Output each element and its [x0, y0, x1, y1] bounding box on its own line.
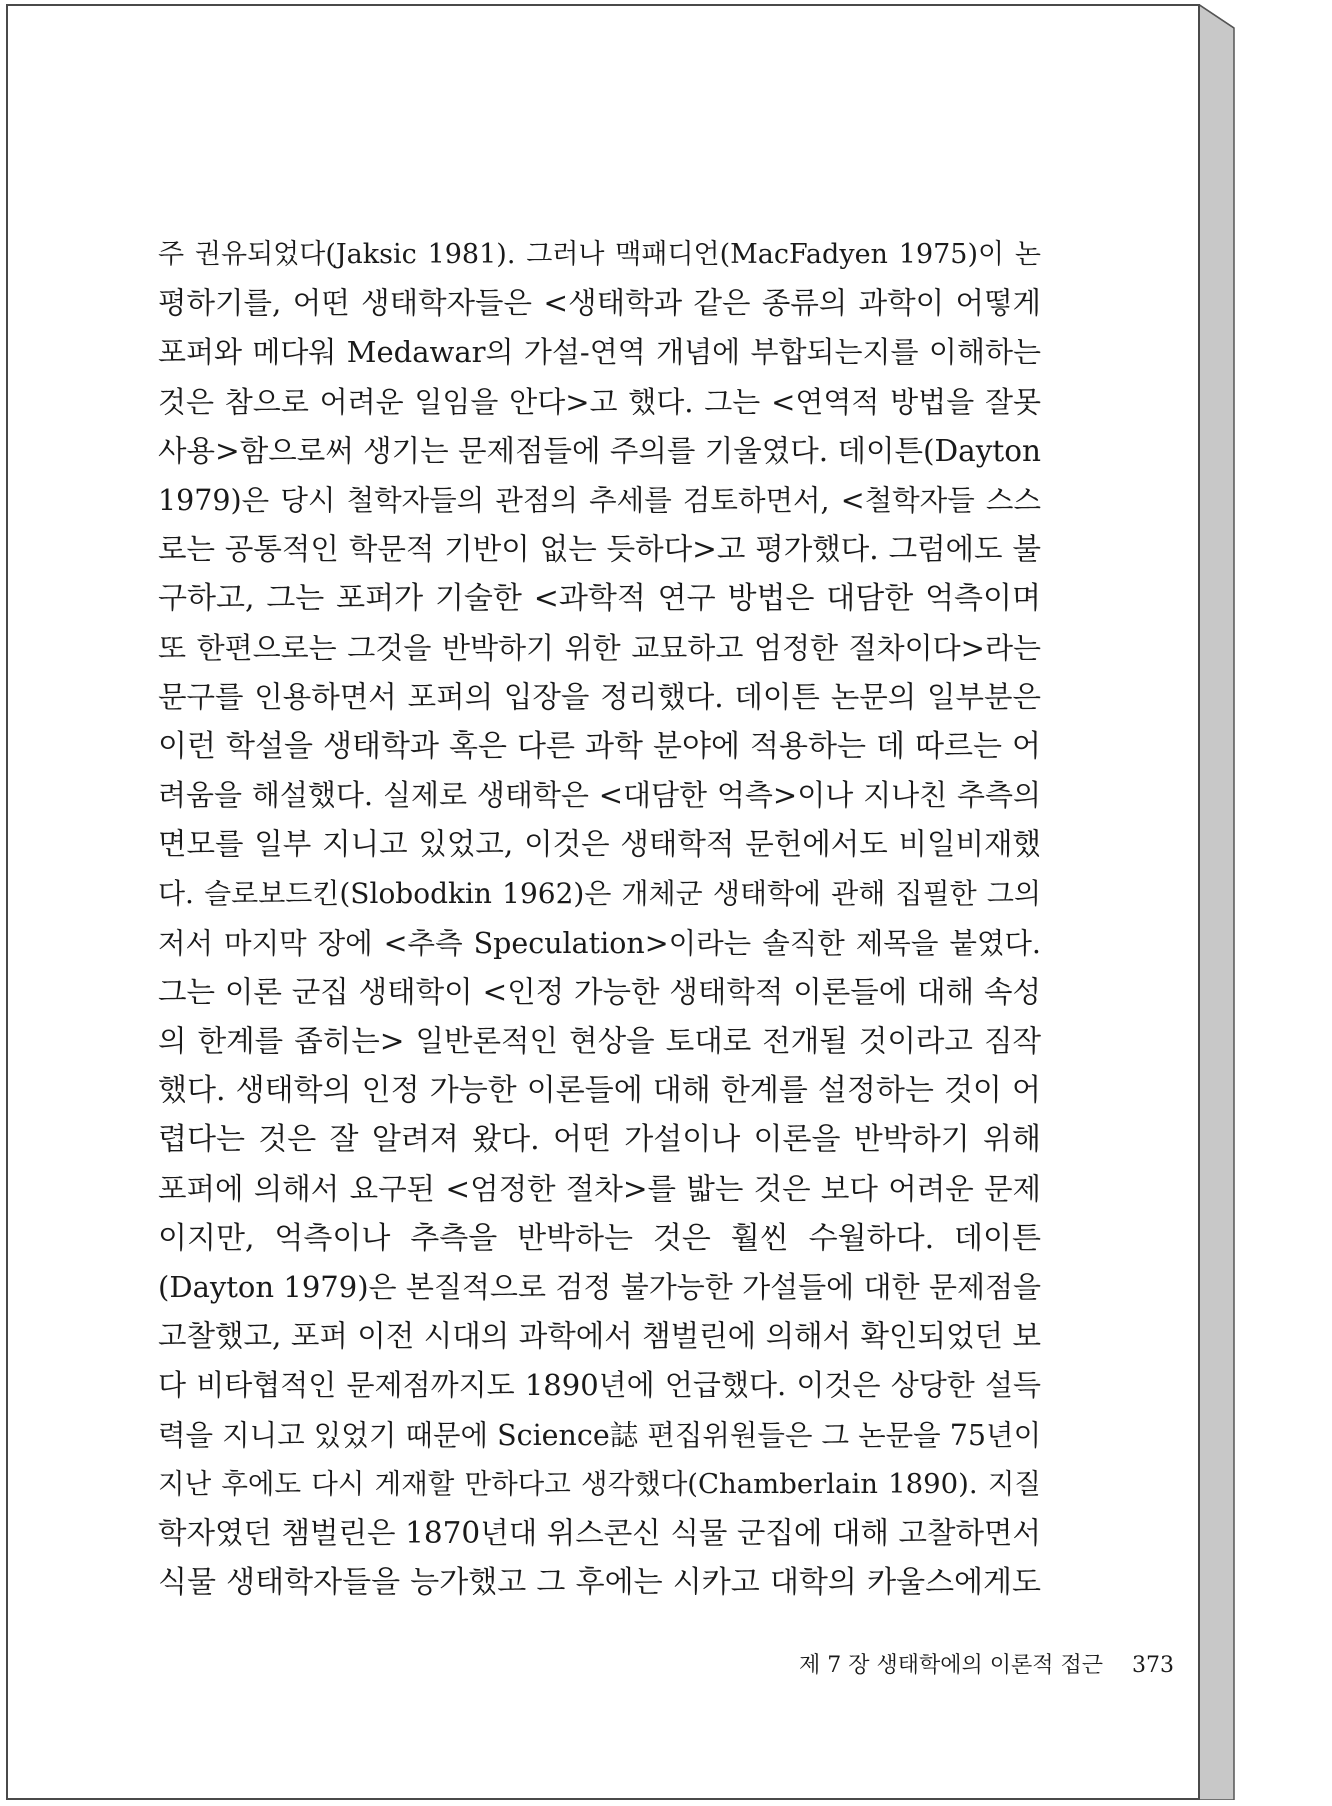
- text-line: (Dayton 1979)은 본질적으로 검정 불가능한 가설들에 대한 문제점을: [158, 1269, 1041, 1304]
- text-line: 지난 후에도 다시 게재할 만하다고 생각했다(Chamberlain 1890). 지질: [158, 1467, 1041, 1500]
- text-line: 이런 학설을 생태학과 혹은 다른 과학 분야에 적용하는 데 따르는 어: [158, 728, 1041, 764]
- text-line: 학자였던 챔벌린은 1870년대 위스콘신 식물 군집에 대해 고찰하면서: [158, 1515, 1041, 1550]
- text-line: 사용>함으로써 생기는 문제점들에 주의를 기울였다. 데이튼(Dayton: [158, 433, 1041, 468]
- text-line: 그는 이론 군집 생태학이 <인정 가능한 생태학적 이론들에 대해 속성: [158, 974, 1041, 1009]
- text-line: 포퍼와 메다워 Medawar의 가설-연역 개념에 부합되는지를 이해하는: [158, 335, 1041, 370]
- text-line: 다. 슬로보드킨(Slobodkin 1962)은 개체군 생태학에 관해 집필한 그의: [158, 877, 1041, 911]
- text-line: 문구를 인용하면서 포퍼의 입장을 정리했다. 데이튼 논문의 일부분은: [158, 679, 1041, 714]
- text-line: 했다. 생태학의 인정 가능한 이론들에 대해 한계를 설정하는 것이 어: [158, 1073, 1041, 1109]
- page-number: 373: [1132, 1653, 1174, 1678]
- text-line: 1979)은 당시 철학자들의 관점의 추세를 검토하면서, <철학자들 스스: [158, 483, 1041, 517]
- text-line: 의 한계를 좁히는> 일반론적인 현상을 토대로 전개될 것이라고 짐작: [158, 1024, 1041, 1058]
- text-line: 력을 지니고 있었기 때문에 Science誌 편집위원들은 그 논문을 75년이: [158, 1418, 1042, 1452]
- text-line: 포퍼에 의해서 요구된 <엄정한 절차>를 밟는 것은 보다 어려운 문제: [158, 1171, 1041, 1206]
- text-line: 로는 공통적인 학문적 기반이 없는 듯하다>고 평가했다. 그럼에도 불: [158, 532, 1041, 567]
- text-line: 렵다는 것은 잘 알려져 왔다. 어떤 가설이나 이론을 반박하기 위해: [158, 1122, 1041, 1158]
- running-chapter-title: 제 7 장 생태학에의 이론적 접근: [799, 1653, 1103, 1678]
- text-line: 것은 참으로 어려운 일임을 안다>고 했다. 그는 <연역적 방법을 잘못: [158, 384, 1041, 419]
- page-stack-edge: [1198, 4, 1248, 1800]
- text-line: 또 한편으로는 그것을 반박하기 위한 교묘하고 엄정한 절차이다>라는: [158, 630, 1041, 665]
- text-line: 구하고, 그는 포퍼가 기술한 <과학적 연구 방법은 대담한 억측이며: [158, 581, 1041, 617]
- text-line: 고찰했고, 포퍼 이전 시대의 과학에서 챔벌린에 의해서 확인되었던 보: [158, 1319, 1041, 1354]
- text-line: 식물 생태학자들을 능가했고 그 후에는 시카고 대학의 카울스에게도: [158, 1565, 1041, 1601]
- body-text: [158, 230, 1041, 1607]
- text-line: 면모를 일부 지니고 있었고, 이것은 생태학적 문헌에서도 비일비재했: [158, 827, 1041, 862]
- page-footer: [799, 1648, 1174, 1679]
- text-line: 이지만, 억측이나 추측을 반박하는 것은 훨씬 수월하다. 데이튼: [158, 1220, 1041, 1256]
- text-line: 저서 마지막 장에 <추측 Speculation>이라는 솔직한 제목을 붙였다.: [158, 926, 1041, 960]
- text-line: 다 비타협적인 문제점까지도 1890년에 언급했다. 이것은 상당한 설득: [158, 1368, 1041, 1403]
- text-line: 주 권유되었다(Jaksic 1981). 그러나 맥패디언(MacFadyen 1975)이 논: [158, 239, 1041, 270]
- text-line: 려움을 해설했다. 실제로 생태학은 <대담한 억측>이나 지나친 추측의: [158, 778, 1041, 813]
- text-line: 평하기를, 어떤 생태학자들은 <생태학과 같은 종류의 과학이 어떻게: [158, 286, 1041, 321]
